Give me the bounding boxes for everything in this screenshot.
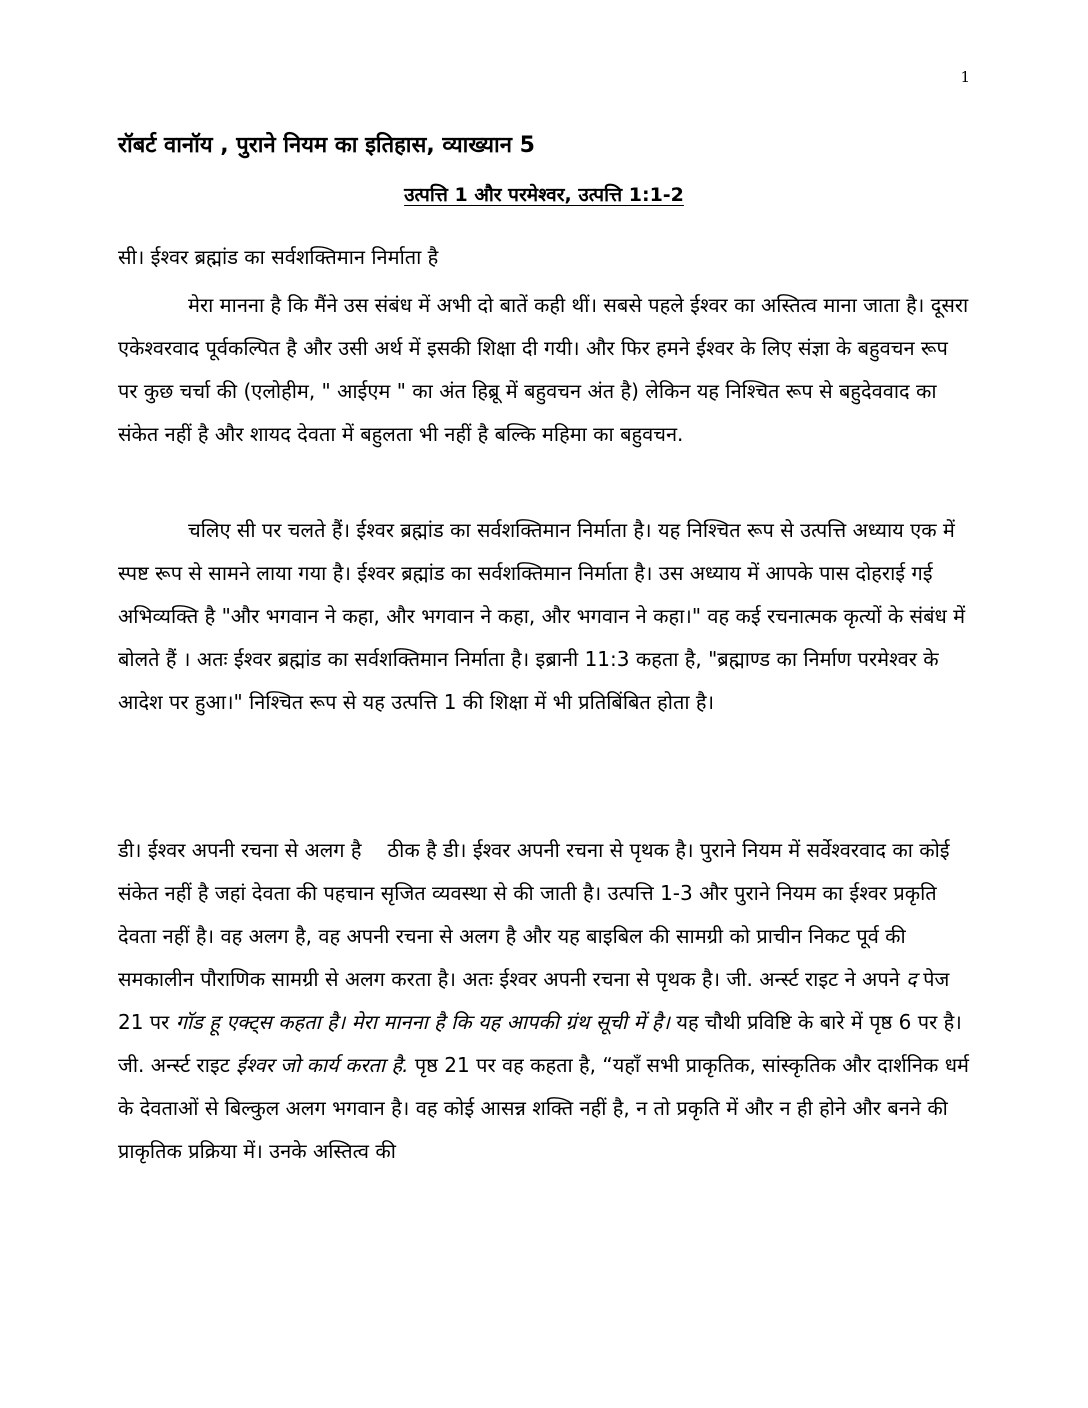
section-c-paragraph-1: मेरा मानना है कि मैंने उस संबंध में अभी दो बातें कही थीं। सबसे पहले ईश्वर का अस्तित्व माना जाता है। दूसरा एकेश्वरवाद पूर्वकल्पित है और उसी अर्थ में इसकी शिक्षा दी गयी। और फिर हमने ईश्वर के लिए संज्ञा के बहुवचन रूप पर कुछ चर्चा की (एलोहीम, " आईएम " का अंत हिब्रू में बहुवचन अंत है) लेकिन यह निश्चित रूप से बहुदेववाद का संकेत नहीं है और शायद देवता में बहुलता भी नहीं है बल्कि महिमा का बहुवचन. (118, 293, 969, 446)
section-c-heading: सी। ईश्वर ब्रह्मांड का सर्वशक्तिमान निर्माता है (118, 245, 439, 269)
page-title: रॉबर्ट वानॉय , पुराने नियम का इतिहास, व्याख्यान 5 (118, 133, 535, 158)
section-d-paragraph (118, 829, 970, 1173)
section-d-text-2: पेज 21 पर (118, 967, 950, 1034)
section-d-italic-2: गॉड हू एक्ट्स कहता है। मेरा मानना है कि यह आपकी ग्रंथ सूची में है। (175, 1010, 670, 1034)
section-d-text-4: पृष्ठ 21 पर वह कहता है, “यहाँ सभी प्राकृतिक, सांस्कृतिक और दार्शनिक धर्म के देवताओं से बिल्कुल अलग भगवान है। वह कोई आसन्न शक्ति नहीं है, न तो प्रकृति में और न ही होने और बनने की प्राकृतिक प्रक्रिया में। उनके अस्तित्व की (118, 1053, 969, 1163)
section-d-text-1: ठीक है डी। ईश्वर अपनी रचना से पृथक है। पुराने नियम में सर्वेश्वरवाद का कोई संकेत नहीं है जहां देवता की पहचान सृजित व्यवस्था से की जाती है। उत्पत्ति 1-3 और पुराने नियम का ईश्वर प्रकृति देवता नहीं है। वह अलग है, वह अपनी रचना से अलग है और यह बाइबिल की सामग्री को प्राचीन निकट पूर्व की समकालीन पौराणिक सामग्री से अलग करता है। अतः ईश्वर अपनी रचना से पृथक है। जी. अर्न्स्ट राइट ने अपने (118, 838, 950, 991)
page-number: 1 (960, 68, 970, 86)
section-d-text-3: यह चौथी प्रविष्टि के बारे में पृष्ठ 6 पर है। जी. अर्न्स्ट राइट (118, 1010, 962, 1077)
section-d-italic-3: ईश्वर जो कार्य करता है. (236, 1053, 409, 1077)
subtitle: उत्पत्ति 1 और परमेश्वर, उत्पत्ति 1:1-2 (404, 184, 684, 206)
section-c-paragraph-2: चलिए सी पर चलते हैं। ईश्वर ब्रह्मांड का सर्वशक्तिमान निर्माता है। यह निश्चित रूप से उत्पत्ति अध्याय एक में स्पष्ट रूप से सामने लाया गया है। ईश्वर ब्रह्मांड का सर्वशक्तिमान निर्माता है। उस अध्याय में आपके पास दोहराई गई अभिव्यक्ति है "और भगवान ने कहा, और भगवान ने कहा, और भगवान ने कहा।" वह कई रचनात्मक कृत्यों के संबंध में बोलते हैं । अतः ईश्वर ब्रह्मांड का सर्वशक्तिमान निर्माता है। इब्रानी 11:3 कहता है, "ब्रह्माण्ड का निर्माण परमेश्वर के आदेश पर हुआ।" निश्चित रूप से यह उत्पत्ति 1 की शिक्षा में भी प्रतिबिंबित होता है। (118, 518, 966, 714)
section-d-heading: डी। ईश्वर अपनी रचना से अलग है (118, 838, 362, 862)
section-d-italic-1: द (906, 967, 917, 991)
